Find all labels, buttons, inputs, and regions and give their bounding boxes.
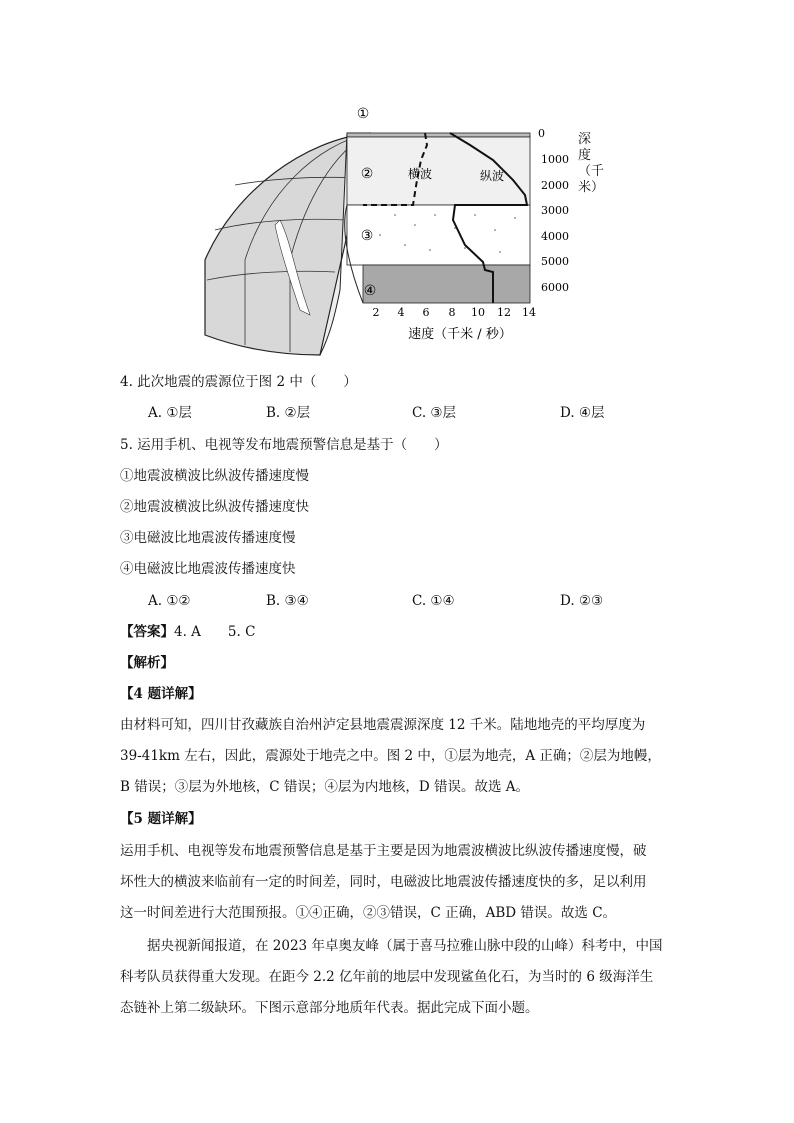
layer-section [345, 133, 530, 303]
detail-5-line: 运用手机、电视等发布地震预警信息是基于主要是因为地震波横波比纵波传播速度慢，破 [120, 843, 647, 859]
y-tick: 1000 [541, 153, 569, 166]
q5-statement: ①地震波横波比纵波传播速度慢 [120, 468, 309, 484]
q4-option-d: D. ④层 [560, 405, 605, 421]
y-tick: 4000 [541, 230, 569, 243]
x-tick: 10 [471, 306, 485, 319]
detail-4-line: 39-41km 左右，因此，震源处于地壳之中。图 2 中，①层为地壳，A 正确；②层为地幔， [120, 748, 661, 764]
x-tick: 2 [372, 306, 380, 319]
p-wave-label: 纵波 [479, 169, 505, 183]
y-tick: 0 [538, 127, 545, 140]
q5-statement: ②地震波横波比纵波传播速度快 [120, 499, 309, 515]
detail-4-line: 由材料可知，四川甘孜藏族自治州泸定县地震震源深度 12 千米。陆地地壳的平均厚度为 [120, 717, 646, 733]
x-tick: 6 [422, 306, 430, 319]
q4-option-a: A. ①层 [148, 405, 192, 421]
q5-statement: ④电磁波比地震波传播速度快 [120, 561, 296, 577]
x-tick: 8 [448, 306, 456, 319]
detail-5-line: 这一时间差进行大范围预报。①④正确，②③错误，C 正确，ABD 错误。故选 C。 [120, 905, 617, 921]
answer-label: 【答案】 [120, 624, 174, 640]
y-tick: 5000 [541, 255, 569, 268]
q5-option-d: D. ②③ [560, 593, 604, 609]
q5-option-c: C. ①④ [412, 593, 455, 609]
earth-structure-figure [195, 100, 569, 360]
q4-stem: 4. 此次地震的震源位于图 2 中（ ） [120, 374, 357, 390]
answer-line [120, 622, 255, 642]
q4-option-b: B. ②层 [266, 405, 311, 421]
intro-line: 科考队员获得重大发现。在距今 2.2 亿年前的地层中发现鲨鱼化石，为当时的 6 级海洋生 [120, 969, 654, 985]
x-tick: 12 [497, 306, 511, 319]
y-tick: 6000 [541, 281, 569, 294]
layer-2-label: ② [360, 166, 374, 182]
q5-option-a: A. ①② [148, 593, 191, 609]
layer-3-label: ③ [360, 228, 374, 244]
q4-option-c: C. ③层 [412, 405, 457, 421]
layer-4-label: ④ [363, 283, 377, 299]
q5-stem: 5. 运用手机、电视等发布地震预警信息是基于（ ） [120, 437, 448, 453]
y-axis-label: 深度（千米） [578, 132, 605, 195]
intro-line: 据央视新闻报道，在 2023 年卓奥友峰（属于喜马拉雅山脉中段的山峰）科考中，中国 [120, 938, 663, 954]
y-tick: 2000 [541, 179, 569, 192]
s-wave-label: 横波 [407, 167, 433, 181]
x-axis-label: 速度（千米 / 秒） [408, 327, 512, 342]
x-axis-ticks [373, 306, 537, 319]
q5-option-b: B. ③④ [266, 593, 309, 609]
answer-text: 4. A 5. C [174, 624, 256, 640]
intro-line: 态链补上第二级缺环。下图示意部分地质年代表。据此完成下面小题。 [120, 1000, 539, 1016]
detail-5-line: 坏性大的横波来临前有一定的时间差，同时，电磁波比地震波传播速度快的多，足以利用 [120, 874, 647, 890]
layer-1-label: ① [356, 106, 370, 122]
x-tick: 4 [397, 306, 405, 319]
x-tick: 14 [522, 306, 536, 319]
detail-4-line: B 错误；③层为外地核，C 错误；④层为内地核，D 错误。故选 A。 [120, 779, 529, 795]
y-axis-ticks [538, 127, 569, 294]
detail-4-label: 【4 题详解】 [120, 686, 202, 702]
y-tick: 3000 [541, 204, 569, 217]
detail-5-label: 【5 题详解】 [120, 811, 202, 827]
analysis-label: 【解析】 [120, 655, 174, 671]
q5-statement: ③电磁波比地震波传播速度慢 [120, 530, 296, 546]
globe-wedge [205, 133, 370, 355]
